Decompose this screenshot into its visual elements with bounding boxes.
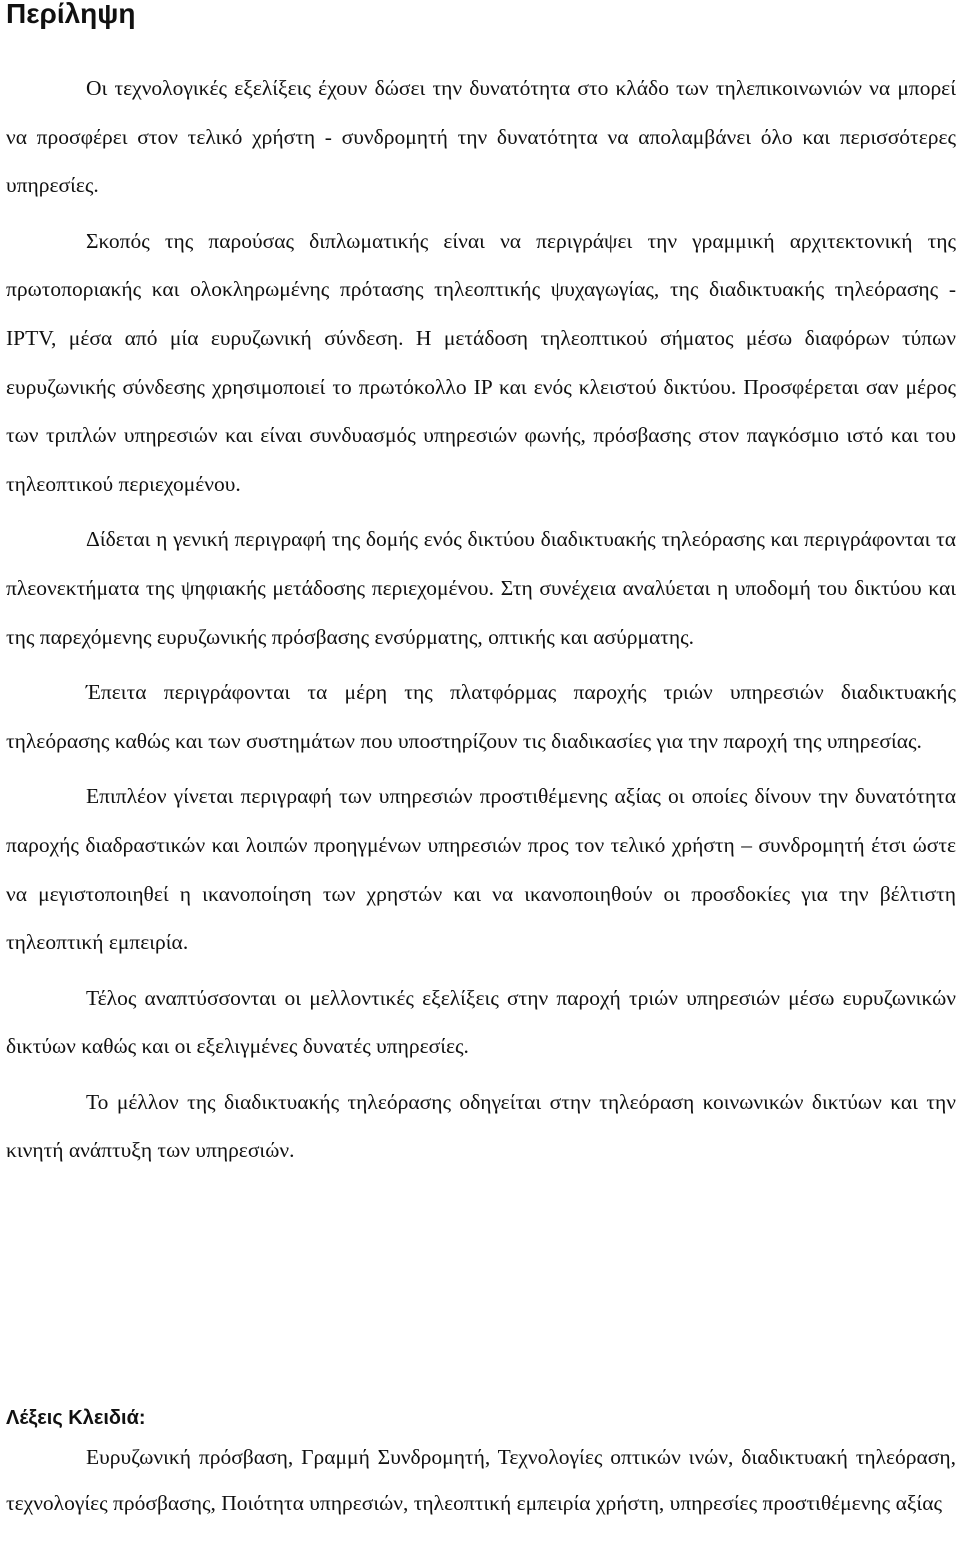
paragraph-5: Επιπλέον γίνεται περιγραφή των υπηρεσιών προστιθέμενης αξίας οι οποίες δίνουν την δυνατότητα παροχής διαδραστικών και λοιπών προηγμένων υπηρεσιών προς τον τελικό χρήστη – συνδρομητή έτσι ώστε να μεγιστοποιηθεί η ικανοποίηση των χρηστών και να ικανοποιηθούν οι προσδοκίες για την βέλτιστη τηλεοπτική εμπειρία. [6,784,956,955]
paragraph-1: Οι τεχνολογικές εξελίξεις έχουν δώσει την δυνατότητα στο κλάδο των τηλεπικοινωνιών να μπορεί να προσφέρει στον τελικό χρήστη - συνδρομητή την δυνατότητα να απολαμβάνει όλο και περισσότερες υπηρεσίες. [6,76,956,198]
keywords-list: Ευρυζωνική πρόσβαση, Γραμμή Συνδρομητή, Τεχνολογίες οπτικών ινών, διαδικτυακή τηλεόραση, τεχνολογίες πρόσβασης, Ποιότητα υπηρεσιών, τηλεοπτική εμπειρία χρήστη, υπηρεσίες προστιθέμενης αξίας [6,1445,956,1515]
page-title: Περίληψη [6,0,136,29]
keywords-heading: Λέξεις Κλειδιά: [6,1407,146,1429]
paragraph-7: Το μέλλον της διαδικτυακής τηλεόρασης οδηγείται στην τηλεόραση κοινωνικών δικτύων και την κινητή ανάπτυξη των υπηρεσιών. [6,1089,956,1163]
paragraph-3: Δίδεται η γενική περιγραφή της δομής ενός δικτύου διαδικτυακής τηλεόρασης και περιγράφονται τα πλεονεκτήματα της ψηφιακής μετάδοσης περιεχομένου. Στη συνέχεια αναλύεται η υποδομή του δικτύου και της παρεχόμενης ευρυζωνικής πρόσβασης ενσύρματης, οπτικής και ασύρματης. [6,527,956,649]
paragraph-4: Έπειτα περιγράφονται τα μέρη της πλατφόρμας παροχής τριών υπηρεσιών διαδικτυακής τηλεόρασης καθώς και των συστημάτων που υποστηρίζουν τις διαδικασίες για την παροχή της υπηρεσίας. [6,680,956,753]
abstract-body [6,64,956,1182]
paragraph-2: Σκοπός της παρούσας διπλωματικής είναι να περιγράψει την γραμμική αρχιτεκτονική της πρωτοποριακής και ολοκληρωμένης πρότασης τηλεοπτικής ψυχαγωγίας, της διαδικτυακής τηλεόρασης - IPTV, μέσα από μία ευρυζωνική σύνδεση. Η μετάδοση τηλεοπτικού σήματος μέσω διαφόρων τύπων ευρυζωνικής σύνδεσης χρησιμοποιεί το πρωτόκολλο IP και ενός κλειστού δικτύου. Προσφέρεται σαν μέρος των τριπλών υπηρεσιών και είναι συνδυασμός υπηρεσιών φωνής, πρόσβασης στον παγκόσμιο ιστό και του τηλεοπτικού περιεχομένου. [6,228,956,496]
paragraph-6: Τέλος αναπτύσσονται οι μελλοντικές εξελίξεις στην παροχή τριών υπηρεσιών μέσω ευρυζωνικών δικτύων καθώς και οι εξελιγμένες δυνατές υπηρεσίες. [6,985,956,1059]
